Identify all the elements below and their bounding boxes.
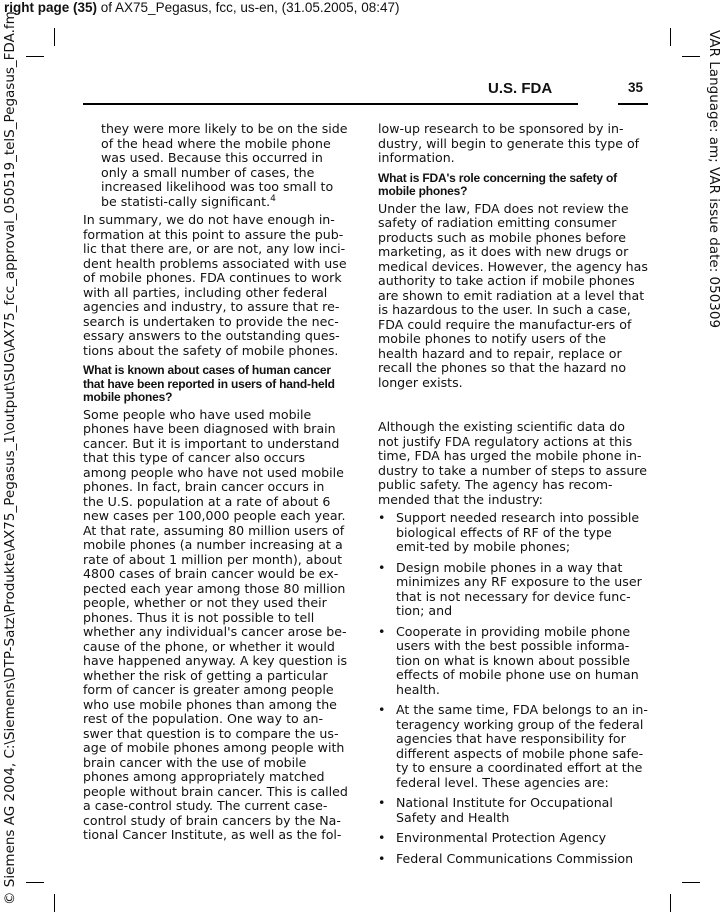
list-item-text: Cooperate in providing mobile phone users with the best possible informa-tion on what is known about possible effects of mobile phone use on human health. xyxy=(396,623,639,697)
list-item-text: Design mobile phones in a way that minimizes any RF exposure to the user that is not necessary for device func-tion; and xyxy=(396,559,642,618)
list-item-text: At the same time, FDA belongs to an in-teragency working group of the federal agencies that have responsibility for different aspects of mobile phone safe-ty to ensure a coordinated effort at the federal level. These agencies are: xyxy=(396,702,648,790)
cancer-cases-paragraph: Some people who have used mobile phones have been diagnosed with brain cancer. But it is important to understand that this type of cancer also occurs among people who have not used mobile phones. In fact, brain cancer occurs in the U.S. population at a rate of about 6 new cases per 100,000 people each year. At that rate, assuming 80 million users of mobile phones (a number increasing at a rate of about 1 million per month), about 4800 cases of brain cancer would be ex-pected each year among those 80 million people, whether or not they used their phones. Thus it is not possible to tell whether any individual's cancer arose be-cause of the phone, or whether it would have happened anyway. A key question is whether the risk of getting a particular form of cancer is greater among people who use mobile phones than among the rest of the population. One way to an-swer that question is to compare the us-age of mobile phones among people with brain cancer with the use of mobile phones among appropriately matched people without brain cancer. This is called a case-control study. The current case-control study of brain cancers by the Na-tional Cancer Institute, as well as the fol- xyxy=(83,406,348,842)
summary-paragraph: In summary, we do not have enough in-formation at this point to assure the pub-lic that there are, or are not, any low inci-dent health problems associated with use of mobile phones. FDA continues to work with all parties, including other federal agencies and industry, to assure that re-search is undertaken to provide the nec-essary answers to the outstanding ques-tions about the safety of mobile phones. xyxy=(83,212,347,358)
crop-mark xyxy=(682,882,700,883)
list-item xyxy=(378,703,648,790)
right-column xyxy=(378,122,648,872)
left-column xyxy=(83,122,348,847)
fda-role-paragraph: Under the law, FDA does not review the safety of radiation emitting consumer products such as mobile phones before marketing, as it does with new drugs or medical devices. However, the agency has authority to take action if mobile phones are shown to emit radiation at a level that is hazardous to the user. In such a case, FDA could require the manufactur-ers of mobile phones to notify users of the health hazard and to repair, replace or recall the phones so that the hazard no longer exists. xyxy=(378,200,648,390)
intro-continuation-text: they were more likely to be on the side of the head where the mobile phone was used. Because this occurred in only a small number of cases, the increased likelihood was too small to be statisti-cally significant. xyxy=(101,121,348,209)
intro-continuation-paragraph xyxy=(83,122,348,209)
crop-mark xyxy=(26,882,44,883)
list-item xyxy=(378,625,648,698)
section-spacer xyxy=(378,394,648,420)
bullet-icon: • xyxy=(378,559,386,575)
bullet-icon: • xyxy=(378,510,386,525)
crop-mark xyxy=(682,56,700,57)
language-side-text: VAR Language: am; VAR issue date: 050309 xyxy=(706,30,722,329)
fda-role-heading: What is FDA's role concerning the safety of mobile phones? xyxy=(378,170,617,198)
list-item xyxy=(378,561,648,619)
page-number: 35 xyxy=(628,80,644,95)
file-path-side-text: © Siemens AG 2004, C:\Siemens\DTP-Satz\Produkte\AX75_Pegasus_1\output\SUG\AX75_fcc_approval_050519_telS_Pegasus_FDA.fm xyxy=(2,11,18,905)
print-job-page: right page (35) xyxy=(4,0,98,15)
list-item-text: National Institute for Occupational Safety and Health xyxy=(396,795,613,825)
print-job-details: of AX75_Pegasus, fcc, us-en, (31.05.2005, 08:47) xyxy=(97,0,400,15)
bullet-icon: • xyxy=(378,702,386,717)
page-header-title: U.S. FDA xyxy=(488,80,553,97)
bullet-icon: • xyxy=(378,850,386,866)
list-item-text: Support needed research into possible biological effects of RF of the type emit-ted by mobile phones; xyxy=(396,510,640,554)
bullet-icon: • xyxy=(378,795,386,810)
footnote-reference: 4 xyxy=(270,193,276,204)
bullet-icon: • xyxy=(378,830,386,845)
print-job-line xyxy=(4,0,399,15)
recommendation-list xyxy=(378,511,648,866)
crop-mark xyxy=(670,28,671,46)
list-item-text: Environmental Protection Agency xyxy=(396,830,607,845)
crop-mark xyxy=(670,894,671,912)
bullet-icon: • xyxy=(378,623,386,639)
list-item-text: Federal Communications Commission xyxy=(396,850,634,866)
header-rule xyxy=(83,103,648,105)
list-item xyxy=(378,852,648,867)
header-rule-gap xyxy=(578,101,618,107)
cancer-cases-heading: What is known about cases of human cancer that have been reported in users of hand-held mobile phones? xyxy=(83,363,335,404)
industry-steps-paragraph: Although the existing scientific data do not justify FDA regulatory actions at this time, FDA has urged the mobile phone in-dustry to take a number of steps to assure public safety. The agency has recom-mended that the industry: xyxy=(378,419,647,507)
crop-mark xyxy=(54,28,55,46)
continuation-paragraph: low-up research to be sponsored by in-dustry, will begin to generate this type of information. xyxy=(378,121,640,165)
list-item xyxy=(378,796,648,825)
list-item xyxy=(378,831,648,846)
crop-mark xyxy=(26,56,44,57)
crop-mark xyxy=(54,894,55,912)
list-item xyxy=(378,511,648,555)
